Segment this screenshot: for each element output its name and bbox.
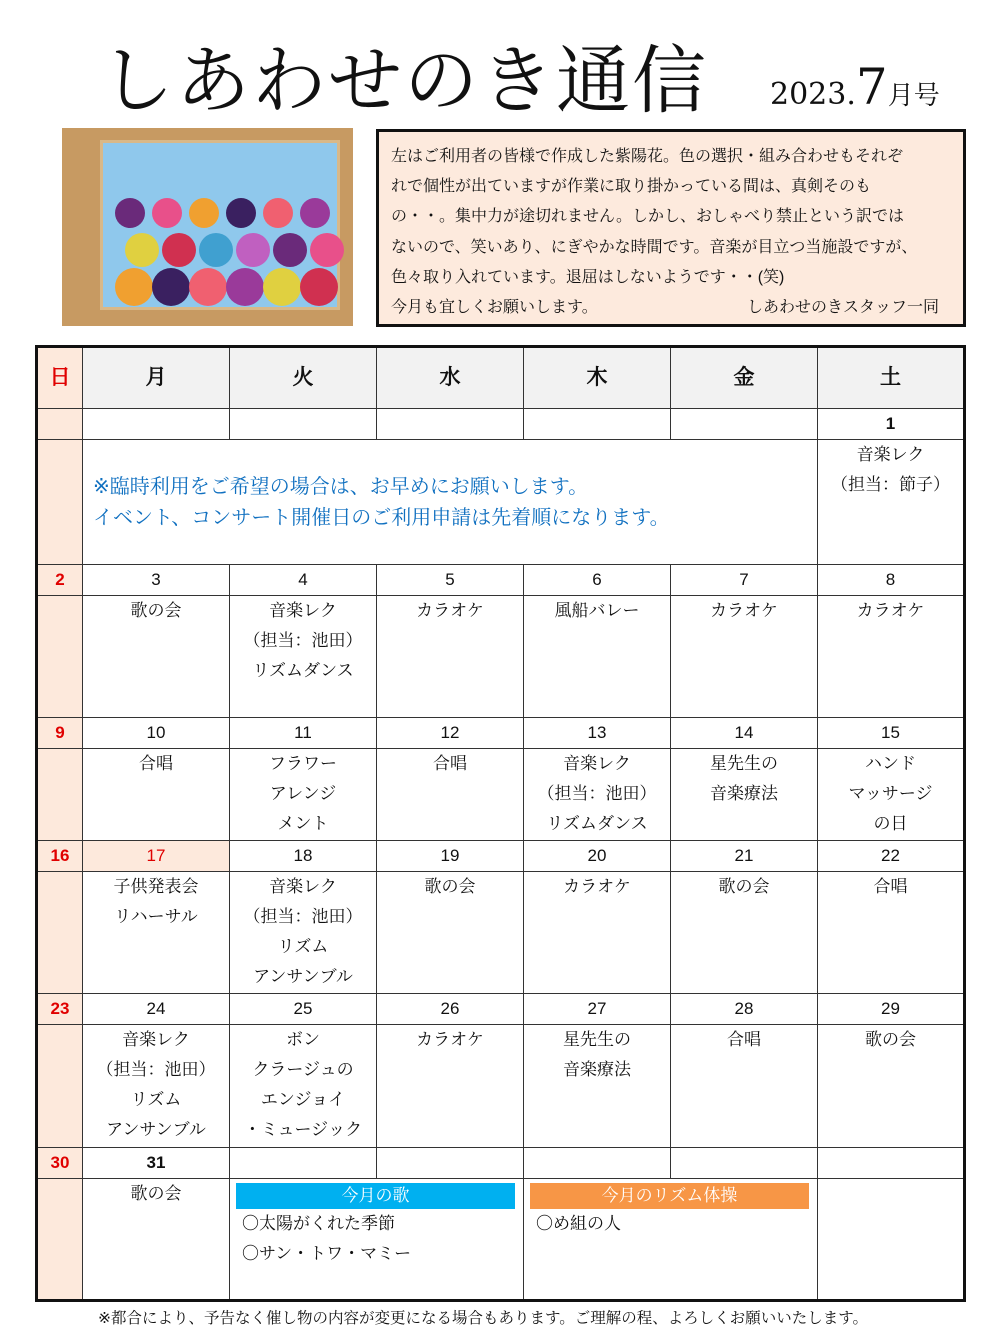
weekday-6: 土 (818, 347, 965, 409)
date-cell: 13 (524, 718, 671, 749)
event-line: マッサージ (848, 784, 933, 803)
date-cell: 31 (83, 1148, 230, 1179)
event-line: クラージュの (252, 1060, 354, 1079)
date-cell: 9 (37, 718, 83, 749)
event-line: カラオケ (416, 601, 484, 620)
event-cell (83, 1179, 230, 1301)
paper-flower (152, 268, 190, 306)
date-cell (671, 409, 818, 440)
paper-flower (263, 198, 293, 228)
event-line: （担当：池田） (537, 784, 657, 803)
event-line: カラオケ (856, 601, 925, 620)
date-cell: 25 (230, 994, 377, 1025)
date-cell: 15 (818, 718, 965, 749)
event-line: アレンジ (269, 784, 337, 803)
date-cell (818, 1148, 965, 1179)
event-cell (818, 596, 965, 718)
date-cell (230, 1148, 377, 1179)
date-cell: 12 (377, 718, 524, 749)
date-cell (230, 409, 377, 440)
paper-flower (189, 198, 219, 228)
date-cell: 10 (83, 718, 230, 749)
weekday-header-row (37, 347, 965, 409)
event-line: 音楽療法 (710, 784, 778, 803)
event-cell (83, 749, 230, 841)
event-cell (671, 1025, 818, 1148)
date-cell: 16 (37, 841, 83, 872)
date-row (37, 409, 965, 440)
event-line: メント (277, 814, 329, 833)
paper-flower (273, 233, 307, 267)
event-line: 合唱 (139, 754, 173, 773)
event-line: カラオケ (563, 877, 631, 896)
event-line: （担当：池田） (96, 1060, 216, 1079)
date-cell: 3 (83, 565, 230, 596)
sunday-cell (37, 872, 83, 994)
event-line: リズム (277, 937, 329, 956)
event-line: 合唱 (433, 754, 467, 773)
message-line: れで個性が出ていますが作業に取り掛かっている間は、真剣そのも (391, 178, 872, 196)
event-line: 音楽レク (122, 1030, 190, 1049)
event-row (37, 749, 965, 841)
date-cell: 17 (83, 841, 230, 872)
event-cell (524, 872, 671, 994)
date-cell (524, 409, 671, 440)
event-cell (230, 1025, 377, 1148)
paper-flower (189, 268, 227, 306)
event-cell (230, 872, 377, 994)
event-cell (230, 596, 377, 718)
message-box (376, 129, 966, 327)
event-line: の日 (873, 814, 908, 833)
event-line: リハーサル (114, 907, 198, 926)
paper-flower (152, 198, 182, 228)
weekday-1: 月 (83, 347, 230, 409)
date-row (37, 994, 965, 1025)
event-line: ※臨時利用をご希望の場合は、お早めにお願いします。 (93, 476, 589, 498)
event-line: 風船バレー (554, 601, 640, 620)
event-line: 歌の会 (424, 877, 476, 896)
event-line: 音楽療法 (563, 1060, 631, 1079)
event-line: エンジョイ (260, 1090, 346, 1109)
event-cell (83, 596, 230, 718)
hydrangea-artwork-photo (62, 128, 353, 326)
rhythm-exercise-of-month-box (530, 1183, 809, 1239)
event-cell (83, 1025, 230, 1148)
song-of-month-item: 〇太陽がくれた季節 (242, 1214, 395, 1233)
date-cell: 27 (524, 994, 671, 1025)
event-row (37, 440, 965, 565)
event-line: （担当：節子） (831, 475, 950, 494)
date-cell: 1 (818, 409, 965, 440)
song-of-month-heading: 今月の歌 (236, 1183, 515, 1209)
song-of-month-box (236, 1183, 515, 1269)
paper-flower (263, 268, 301, 306)
date-cell: 30 (37, 1148, 83, 1179)
event-cell (83, 872, 230, 994)
event-line: 歌の会 (130, 601, 182, 620)
date-cell: 11 (230, 718, 377, 749)
weekday-3: 水 (377, 347, 524, 409)
date-cell: 21 (671, 841, 818, 872)
rhythm-exercise-of-month-heading: 今月のリズム体操 (530, 1183, 809, 1209)
event-line: カラオケ (416, 1030, 484, 1049)
date-cell: 14 (671, 718, 818, 749)
issue-month: 7 (855, 58, 888, 116)
weekday-0: 日 (37, 347, 83, 409)
artwork-board (100, 140, 340, 310)
event-line: 子供発表会 (113, 877, 199, 896)
event-line: 音楽レク (563, 754, 631, 773)
date-cell (377, 1148, 524, 1179)
event-line: フラワー (269, 754, 337, 773)
event-cell (671, 596, 818, 718)
sunday-cell (37, 440, 83, 565)
date-cell: 18 (230, 841, 377, 872)
paper-flower (226, 198, 256, 228)
date-cell (671, 1148, 818, 1179)
issue-label (770, 58, 940, 116)
event-line: 歌の会 (865, 1030, 916, 1049)
calendar (35, 345, 966, 1302)
event-line: 歌の会 (718, 877, 770, 896)
event-line: 音楽レク (269, 601, 337, 620)
event-row (37, 872, 965, 994)
rhythm-exercise-of-month-cell (524, 1179, 818, 1301)
date-cell: 8 (818, 565, 965, 596)
date-cell (377, 409, 524, 440)
date-cell: 2 (37, 565, 83, 596)
paper-flower (162, 233, 196, 267)
paper-flower (125, 233, 159, 267)
weekday-4: 木 (524, 347, 671, 409)
paper-flower (199, 233, 233, 267)
paper-flower (115, 198, 145, 228)
event-row (37, 1025, 965, 1148)
date-cell: 5 (377, 565, 524, 596)
date-row (37, 565, 965, 596)
event-line: 星先生の (563, 1030, 631, 1049)
date-cell (524, 1148, 671, 1179)
event-cell (524, 1025, 671, 1148)
date-cell: 6 (524, 565, 671, 596)
event-line: （担当：池田） (243, 631, 363, 650)
event-cell (818, 1025, 965, 1148)
message-signature: しあわせのきスタッフ一同 (746, 299, 939, 317)
event-cell (818, 872, 965, 994)
message-line: の・・。集中力が途切れません。しかし、おしゃべり禁止という訳では (391, 208, 904, 226)
event-cell (671, 749, 818, 841)
event-line: ハンド (865, 754, 916, 773)
event-line: カラオケ (710, 601, 778, 620)
sunday-cell (37, 1179, 83, 1301)
event-cell (377, 1025, 524, 1148)
event-cell (671, 872, 818, 994)
event-line: 歌の会 (130, 1184, 182, 1203)
event-line: リズムダンス (546, 814, 648, 833)
song-of-month-item: 〇サン・トワ・マミー (242, 1244, 412, 1263)
sunday-cell (37, 749, 83, 841)
paper-flower (236, 233, 270, 267)
date-cell: 24 (83, 994, 230, 1025)
event-cell (818, 749, 965, 841)
event-cell (377, 596, 524, 718)
weekday-5: 金 (671, 347, 818, 409)
paper-flower (226, 268, 264, 306)
song-of-month-cell (230, 1179, 524, 1301)
event-line: 音楽レク (269, 877, 337, 896)
date-cell (83, 409, 230, 440)
footer-note: ※都合により、予告なく催し物の内容が変更になる場合もあります。ご理解の程、よろしくお願いいたします。 (98, 1310, 869, 1327)
event-line: ボン (286, 1030, 320, 1049)
date-cell: 4 (230, 565, 377, 596)
sunday-cell (37, 1025, 83, 1148)
paper-flower (300, 198, 330, 228)
rhythm-exercise-of-month-item: 〇め組の人 (536, 1214, 621, 1233)
date-row (37, 1148, 965, 1179)
date-cell: 23 (37, 994, 83, 1025)
event-cell (818, 440, 965, 565)
event-line: アンサンブル (106, 1120, 206, 1139)
event-line: リズムダンス (252, 661, 354, 680)
date-cell: 29 (818, 994, 965, 1025)
event-cell (230, 749, 377, 841)
sunday-cell (37, 596, 83, 718)
paper-flower (300, 268, 338, 306)
event-cell (377, 749, 524, 841)
date-cell (37, 409, 83, 440)
event-cell (818, 1179, 965, 1301)
event-line: （担当：池田） (243, 907, 363, 926)
notice-text (83, 440, 817, 534)
weekday-2: 火 (230, 347, 377, 409)
date-row (37, 841, 965, 872)
date-cell: 7 (671, 565, 818, 596)
event-cell (377, 872, 524, 994)
date-cell: 22 (818, 841, 965, 872)
event-line: ・ミュージック (243, 1120, 363, 1139)
paper-flower (115, 268, 153, 306)
date-cell: 19 (377, 841, 524, 872)
date-cell: 28 (671, 994, 818, 1025)
date-cell: 26 (377, 994, 524, 1025)
event-line: 合唱 (727, 1030, 761, 1049)
event-line: 音楽レク (856, 445, 925, 464)
message-line: 色々取り入れています。退屈はしないようです・・(笑) (391, 268, 785, 286)
issue-year: 2023. (770, 77, 856, 112)
event-line: 星先生の (710, 754, 778, 773)
issue-suffix: 月号 (887, 81, 940, 111)
event-line: イベント、コンサート開催日のご利用申請は先着順になります。 (93, 507, 670, 529)
event-line: アンサンブル (253, 967, 353, 986)
event-line: リズム (130, 1090, 182, 1109)
message-line: 左はご利用者の皆様で作成した紫陽花。色の選択・組み合わせもそれぞ (391, 148, 904, 165)
event-line: 合唱 (873, 877, 908, 896)
newsletter-title: しあわせのき通信 (100, 38, 708, 124)
event-cell (524, 749, 671, 841)
event-cell (524, 596, 671, 718)
paper-flower (310, 233, 344, 267)
event-row (37, 1179, 965, 1301)
message-line: ないので、笑いあり、にぎやかな時間です。音楽が目立つ当施設ですが、 (391, 238, 918, 256)
notice-cell (83, 440, 818, 565)
event-row (37, 596, 965, 718)
message-closing: 今月も宜しくお願いします。 (391, 299, 598, 317)
date-row (37, 718, 965, 749)
date-cell: 20 (524, 841, 671, 872)
